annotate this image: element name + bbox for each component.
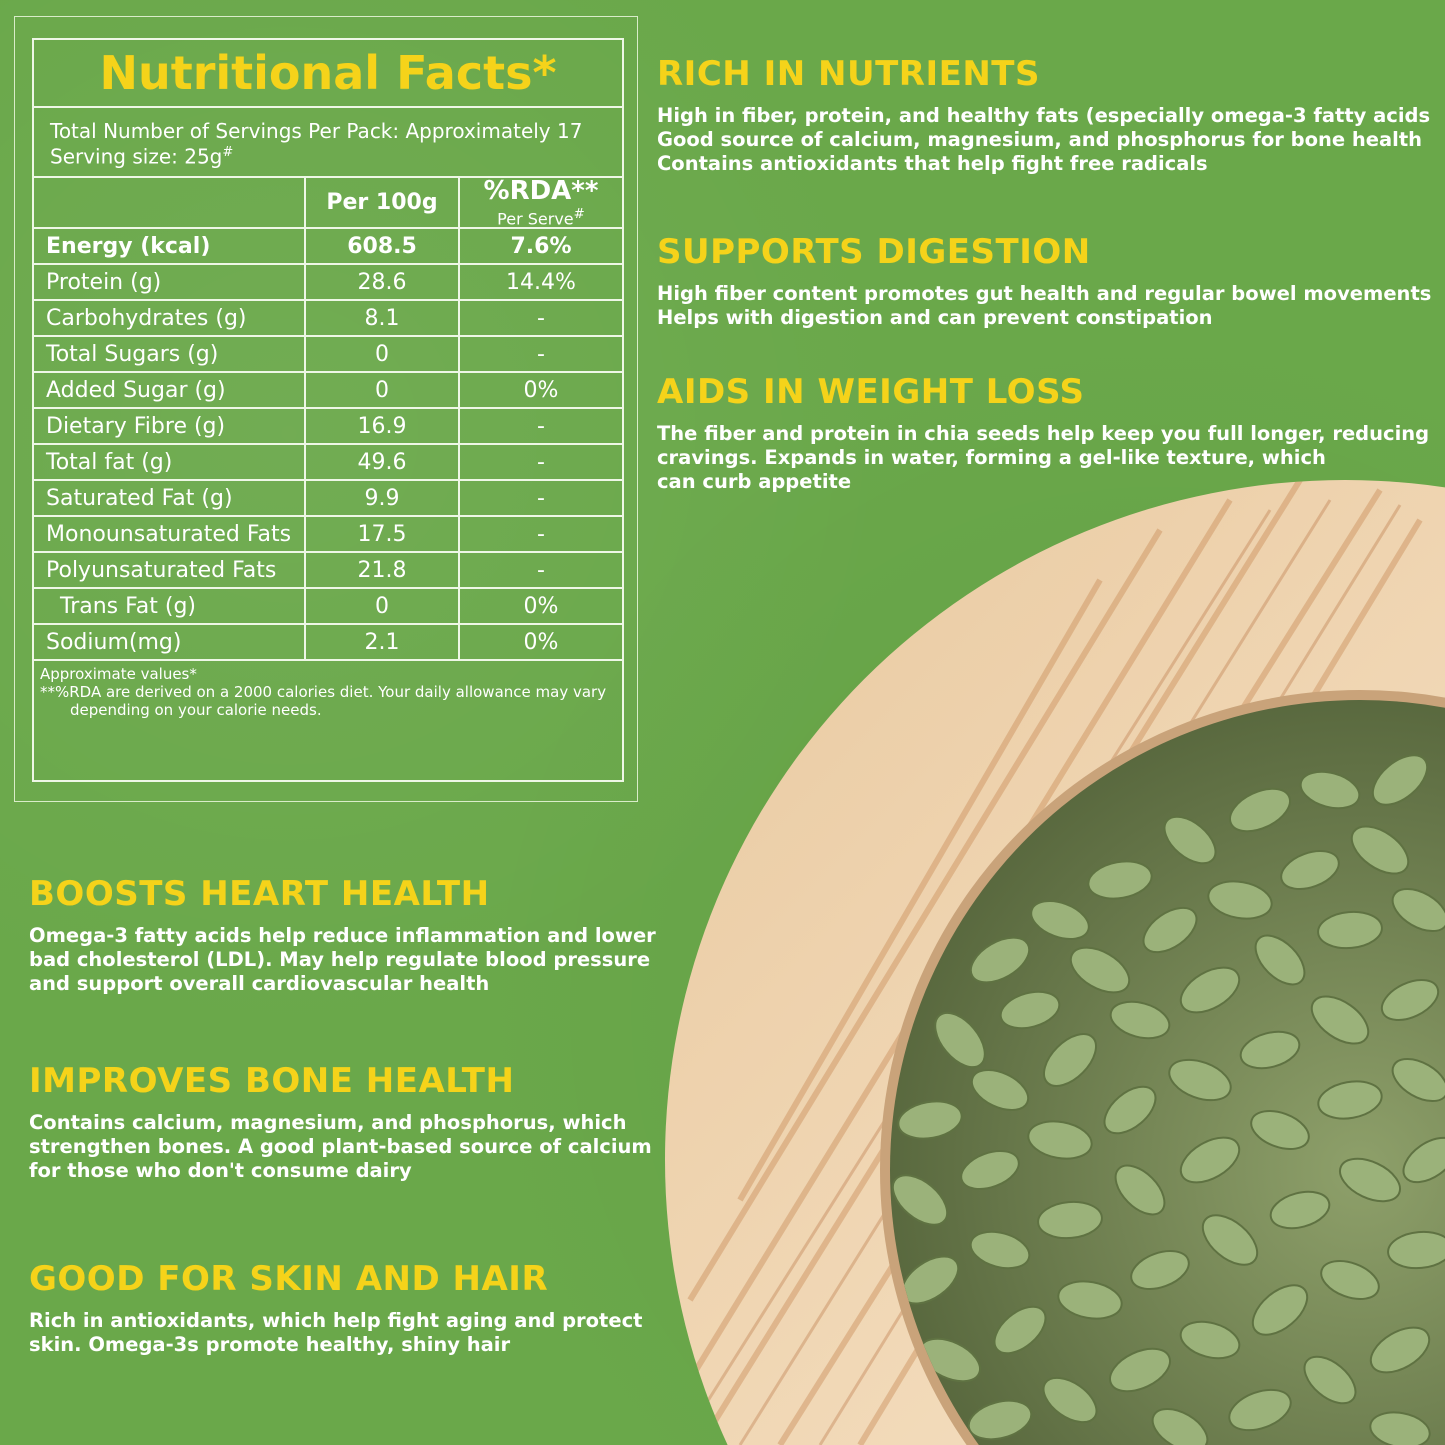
- nutrient-rda: 0%: [459, 588, 622, 624]
- nutrient-rda: -: [459, 444, 622, 480]
- footnote-rda: **%RDA are derived on a 2000 calories diet. Your daily allowance may vary: [40, 683, 607, 702]
- servings-per-pack: Total Number of Servings Per Pack: Approximately 17: [50, 119, 583, 143]
- benefit-supports-digestion: [657, 232, 1431, 330]
- benefit-line: for those who don't consume dairy: [29, 1159, 412, 1182]
- benefit-text: [657, 422, 1429, 494]
- nutrient-per100: 17.5: [305, 516, 459, 552]
- serving-size-text: Serving size: 25g: [50, 144, 223, 169]
- footnote-rda-cont: depending on your calorie needs.: [70, 701, 322, 720]
- nutrient-label: Added Sugar (g): [34, 372, 305, 408]
- header-per100g: Per 100g: [305, 178, 459, 228]
- header-rda-sub-mark: #: [573, 207, 585, 222]
- nutrient-per100: 0: [305, 372, 459, 408]
- serving-size-mark: #: [222, 145, 234, 160]
- table-header-row: [34, 178, 622, 228]
- benefit-line: and support overall cardiovascular health: [29, 972, 490, 995]
- serving-size: [50, 142, 622, 168]
- benefit-title: RICH IN NUTRIENTS: [657, 54, 1040, 94]
- nutrient-table: [34, 178, 622, 661]
- energy-per100: 608.5: [305, 228, 459, 264]
- benefit-text: [29, 924, 656, 996]
- table-row: [34, 300, 622, 336]
- benefit-title: IMPROVES BONE HEALTH: [29, 1061, 515, 1101]
- benefit-line: Contains antioxidants that help fight free radicals: [657, 152, 1208, 175]
- benefit-line: Good source of calcium, magnesium, and phosphorus for bone health: [657, 128, 1423, 151]
- table-row: [34, 408, 622, 444]
- benefit-line: Contains calcium, magnesium, and phosphorus, which: [29, 1111, 627, 1134]
- nutrient-rda: 0%: [459, 372, 622, 408]
- benefit-title: GOOD FOR SKIN AND HAIR: [29, 1259, 549, 1299]
- benefit-heart-health: [29, 874, 656, 996]
- table-row: [34, 480, 622, 516]
- serving-info: [34, 108, 622, 178]
- benefit-line: Helps with digestion and can prevent constipation: [657, 306, 1213, 329]
- nutrient-label: Protein (g): [34, 264, 305, 300]
- benefit-line: The fiber and protein in chia seeds help keep you full longer, reducing: [657, 422, 1430, 445]
- benefit-text: [29, 1309, 643, 1357]
- benefit-aids-weight-loss: [657, 372, 1429, 494]
- benefit-bone-health: [29, 1061, 652, 1183]
- nutrient-per100: 9.9: [305, 480, 459, 516]
- benefit-line: can curb appetite: [657, 470, 852, 493]
- nutrient-label: Total fat (g): [34, 444, 305, 480]
- table-row: [34, 444, 622, 480]
- benefit-title: AIDS IN WEIGHT LOSS: [657, 372, 1085, 412]
- benefit-text: [657, 282, 1431, 330]
- nutrient-rda: -: [459, 480, 622, 516]
- nutrition-facts-table: [32, 38, 624, 782]
- energy-rda: 7.6%: [459, 228, 622, 264]
- nutrition-title: Nutritional Facts*: [34, 40, 622, 108]
- benefit-line: cravings. Expands in water, forming a gel-like texture, which: [657, 446, 1326, 469]
- benefit-line: Rich in antioxidants, which help fight aging and protect: [29, 1309, 643, 1332]
- nutrient-label: Saturated Fat (g): [34, 480, 305, 516]
- table-row: [34, 516, 622, 552]
- footnote-approx: Approximate values*: [40, 665, 197, 684]
- benefit-line: Omega-3 fatty acids help reduce inflammation and lower: [29, 924, 656, 947]
- nutrient-rda: -: [459, 408, 622, 444]
- table-row: [34, 336, 622, 372]
- header-rda-sub: [472, 208, 610, 227]
- table-row: [34, 588, 622, 624]
- benefit-title: BOOSTS HEART HEALTH: [29, 874, 490, 914]
- benefit-line: bad cholesterol (LDL). May help regulate blood pressure: [29, 948, 651, 971]
- nutrient-label: Trans Fat (g): [34, 588, 305, 624]
- nutrient-label: Polyunsaturated Fats: [34, 552, 305, 588]
- benefit-skin-and-hair: [29, 1259, 643, 1357]
- benefit-text: [657, 104, 1430, 176]
- benefit-title: SUPPORTS DIGESTION: [657, 232, 1091, 272]
- benefit-line: strengthen bones. A good plant-based source of calcium: [29, 1135, 652, 1158]
- table-row: [34, 552, 622, 588]
- nutrient-rda: 14.4%: [459, 264, 622, 300]
- table-row: [34, 624, 622, 660]
- table-row: [34, 264, 622, 300]
- benefit-line: High in fiber, protein, and healthy fats (especially omega-3 fatty acids: [657, 104, 1431, 127]
- nutrition-footnote: [34, 661, 622, 723]
- header-rda-sub-text: Per Serve: [497, 209, 574, 229]
- benefit-text: [29, 1111, 652, 1183]
- nutrient-per100: 21.8: [305, 552, 459, 588]
- nutrient-per100: 8.1: [305, 300, 459, 336]
- energy-label: Energy (kcal): [34, 228, 305, 264]
- benefit-rich-in-nutrients: [657, 54, 1430, 176]
- nutrient-per100: 49.6: [305, 444, 459, 480]
- nutrient-label: Carbohydrates (g): [34, 300, 305, 336]
- nutrient-label: Dietary Fibre (g): [34, 408, 305, 444]
- nutrient-label: Sodium(mg): [34, 624, 305, 660]
- nutrient-per100: 2.1: [305, 624, 459, 660]
- table-row-energy: [34, 228, 622, 264]
- nutrient-rda: -: [459, 336, 622, 372]
- header-rda: [459, 178, 622, 228]
- nutrient-rda: -: [459, 516, 622, 552]
- nutrient-per100: 16.9: [305, 408, 459, 444]
- nutrient-rda: -: [459, 300, 622, 336]
- nutrient-per100: 0: [305, 336, 459, 372]
- nutrient-rda: 0%: [459, 624, 622, 660]
- nutrient-per100: 0: [305, 588, 459, 624]
- header-rda-label: %RDA**: [483, 176, 599, 206]
- benefit-line: skin. Omega-3s promote healthy, shiny hair: [29, 1333, 511, 1356]
- table-row: [34, 372, 622, 408]
- nutrient-per100: 28.6: [305, 264, 459, 300]
- header-blank: [34, 178, 305, 228]
- nutrient-label: Total Sugars (g): [34, 336, 305, 372]
- benefit-line: High fiber content promotes gut health and regular bowel movements: [657, 282, 1432, 305]
- nutrient-label: Monounsaturated Fats: [34, 516, 305, 552]
- nutrient-rda: -: [459, 552, 622, 588]
